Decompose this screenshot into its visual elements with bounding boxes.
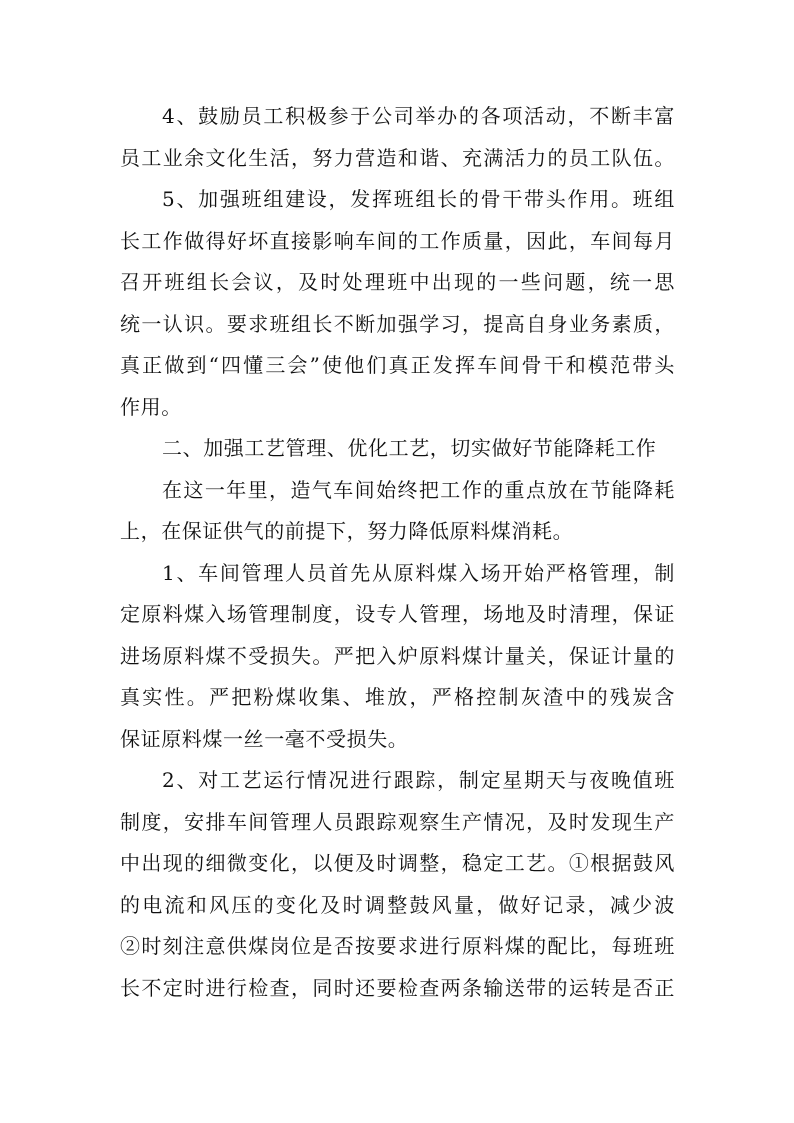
text-line: 5、加强班组建设，发挥班组长的骨干带头作用。班组 [162,187,675,211]
text-line: 真正做到“四懂三会”使他们真正发挥车间骨干和模范带头 [120,353,675,377]
text-line: 上，在保证供气的前提下，努力降低原料煤消耗。 [120,519,574,543]
text-line: 员工业余文化生活，努力营造和谐、充满活力的员工队伍。 [120,145,675,170]
text-line: 长工作做得好坏直接影响车间的工作质量，因此，车间每月 [120,228,675,253]
text-line: 1、车间管理人员首先从原料煤入场开始严格管理，制 [162,560,675,585]
text-line: 作用。 [120,394,182,419]
text-line: 中出现的细微变化，以便及时调整，稳定工艺。①根据鼓风 [120,851,675,875]
text-line: 的电流和风压的变化及时调整鼓风量，做好记录，减少波 [120,892,675,917]
text-line: ②时刻注意供煤岗位是否按要求进行原料煤的配比，每班班 [120,934,675,958]
text-line: 统一认识。要求班组长不断加强学习，提高自身业务素质， [120,311,675,336]
text-line: 在这一年里，造气车间始终把工作的重点放在节能降耗 [162,477,675,502]
text-line: 2、对工艺运行情况进行跟踪，制定星期天与夜晚值班 [162,768,675,792]
text-line: 保证原料煤一丝一毫不受损失。 [120,726,409,751]
text-line: 长不定时进行检查，同时还要检查两条输送带的运转是否正 [120,975,675,1000]
text-line: 召开班组长会议，及时处理班中出现的一些问题，统一思 [120,270,675,294]
text-line: 定原料煤入场管理制度，设专人管理，场地及时清理，保证 [120,602,675,626]
text-line: 制度，安排车间管理人员跟踪观察生产情况，及时发现生产 [120,809,675,834]
text-line: 真实性。严把粉煤收集、堆放，严格控制灰渣中的残炭含 [120,685,675,709]
document-body [120,96,675,1009]
text-line: 4、鼓励员工积极参于公司举办的各项活动，不断丰富 [162,104,675,128]
text-line: 进场原料煤不受损失。严把入炉原料煤计量关，保证计量的 [120,643,675,668]
section-heading: 二、加强工艺管理、优化工艺，切实做好节能降耗工作 [162,436,657,460]
